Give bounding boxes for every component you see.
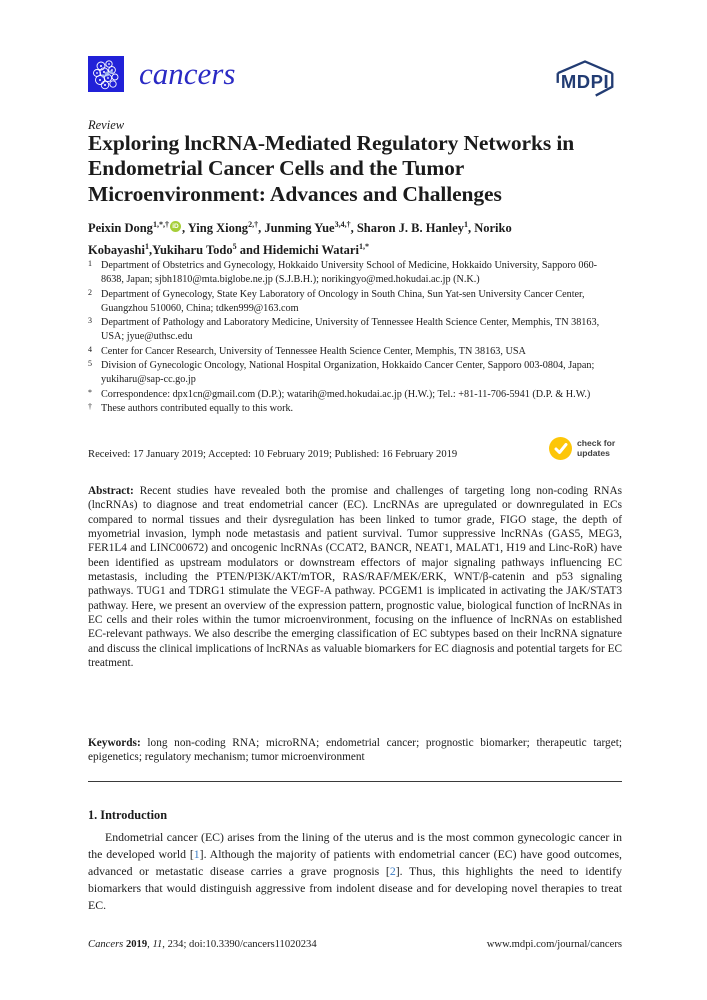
affiliation-text: Correspondence: dpx1cn@gmail.com (D.P.); watarih@med.hokudai.ac.jp (H.W.); Tel.: +81-11-706-5941 (D.P. & H.W.) [101,388,591,400]
section-divider [88,781,622,782]
author-affiliation-sup: 1 [463,220,468,229]
article-title: Exploring lncRNA-Mediated Regulatory Networks in Endometrial Cancer Cells and the Tumor Microenvironment: Advances and Challenges [88,131,575,206]
affiliation-item [88,259,600,288]
author: Sharon J. B. Hanley$^1$, [356,220,475,236]
affiliation-marker: 2 [88,287,92,297]
footer-journal-url[interactable]: www.mdpi.com/journal/cancers [486,939,622,950]
author-affiliation-sup: 1,*,† [152,220,169,229]
affiliation-text: Center for Cancer Research, University of Tennessee Health Science Center, Memphis, TN 38163, USA [101,345,526,357]
author: Hidemichi Watari$^{1,*}$ [263,241,369,257]
page-header [88,56,622,102]
article-type-label: Review [88,118,125,132]
affiliation-text: Department of Obstetrics and Gynecology, Hokkaido University School of Medicine, Hokkaido University, Sapporo 060-8638, Japan; sjbh1810@mta.biglobe.ne.jp (S.J.B.H.); norikingyo@med.hokudai.ac.jp (N.K.) [101,260,598,286]
journal-logo [88,56,235,92]
reference-link-2[interactable]: 2 [389,864,396,878]
affiliation-item [88,316,600,345]
keywords-paragraph [88,736,622,765]
introduction-paragraph: Endometrial cancer (EC) arises from the lining of the uterus and is the most common gynecologic cancer in the developed world [1]. Although the majority of patients with endometrial cancer (EC) have good outcomes, advanced or metastatic disease carries a grave prognosis [2]. Thus, this highlights the need to identify biomarkers that would distinguish aggressive from indolent disease and for developing novel therapies to treat EC. [88,830,622,912]
keywords-label: Keywords: [88,737,141,749]
journal-wordmark: cancers [139,56,236,91]
affiliation-marker: 4 [88,344,92,354]
affiliation-item [88,359,600,388]
reference-link-1[interactable]: 1 [193,847,200,861]
affiliation-marker: † [88,401,92,411]
affiliation-marker: 5 [88,359,92,369]
mdpi-logo-icon [548,56,622,102]
abstract-paragraph [88,484,622,670]
author-affiliation-sup: 1,* [358,241,369,251]
author: Peixin Dong$^{1,*,\dagger}$ iD , [88,220,188,236]
affiliation-list [88,259,600,416]
affiliation-item [88,345,600,359]
section-heading-introduction: 1. Introduction [88,808,168,822]
affiliation-text: Department of Gynecology, State Key Laboratory of Oncology in South China, Sun Yat-sen University Cancer Center, Guangzhou 510060, China; tdken999@163.com [101,288,585,314]
affiliation-text: These authors contributed equally to this work. [101,402,294,414]
author: Noriko Kobayashi$^1$, [88,221,512,257]
author-affiliation-sup: 2,† [248,220,259,229]
check-for-updates-label: check for updates [577,437,616,458]
affiliation-marker: * [88,387,92,397]
orcid-icon[interactable]: iD [170,221,181,232]
footer-citation: Cancers 2019, 11, 234; doi:10.3390/cancers11020234 [88,939,317,950]
dates-line: Received: 17 January 2019; Accepted: 10 February 2019; Published: 16 February 2019 [88,449,458,460]
abstract-text: Recent studies have revealed both the promise and challenges of targeting long non-coding RNAs (lncRNAs) to diagnose and treat endometrial cancer (EC). LncRNAs are upregulated or downregulated in ECs compared to normal tissues and their dysregulation has been linked to tumor grade, FIGO stage, the depth of myometrial invasion, lymph node metastasis and patient survival. Tumor suppressive lncRNAs (GAS5, MEG3, FER1L4 and LINC00672) and oncogenic lncRNAs (CCAT2, BANCR, NEAT1, MALAT1, H19 and Linc-RoR) have been identified as upstream modulators or downstream effectors of major signaling pathways influencing EC metastasis, including the PTEN/PI3K/AKT/mTOR, RAS/RAF/MEK/ERK, WNT/β-catenin and p53 signaling pathways. TUG1 and TDRG1 stimulate the VEGF-A pathway. PCGEM1 is implicated in activating the JAK/STAT3 pathway. Here, we present an overview of the expression pattern, prognostic value, biological function of lncRNAs in EC cells and their roles within the tumor microenvironment, focusing on the influence of lncRNAs on established EC-relevant pathways. We also describe the emerging classification of EC subtypes based on their lncRNA signature and discuss the clinical implications of lncRNAs as valuable biomarkers for EC diagnosis and potential targets for EC treatment. [88,485,622,670]
cancers-cells-icon [88,56,124,92]
author-affiliation-sup: 3,4,† [334,220,351,229]
author: Ying Xiong$^{2,\dagger}$, [187,220,265,236]
affiliation-marker: 1 [88,259,92,268]
affiliation-text: Department of Pathology and Laboratory Medicine, University of Tennessee Health Science Center, Memphis, TN 38163, USA; jyue@uthsc.edu [101,317,600,343]
author-affiliation-sup: 1 [144,241,149,251]
author-affiliation-sup: 5 [232,241,237,251]
page-footer [88,939,622,950]
affiliation-marker: 3 [88,316,92,326]
mdpi-logo-text: MDPI [560,70,610,92]
check-circle-icon [549,437,572,460]
author: Yukiharu Todo$^5$ and [152,241,263,257]
affiliation-item [88,388,600,402]
affiliation-text: Division of Gynecologic Oncology, National Hospital Organization, Hokkaido Cancer Center, Sapporo 003-0804, Japan; yukiharu@sap-cc.go.jp [101,360,595,386]
affiliation-item [88,402,600,416]
author-list [88,216,622,259]
abstract-label: Abstract: [88,485,134,497]
affiliation-item [88,288,600,317]
author: Junming Yue$^{3,4,\dagger}$, [264,220,357,236]
check-for-updates-button[interactable] [549,437,615,460]
keywords-text: long non-coding RNA; microRNA; endometrial cancer; prognostic biomarker; therapeutic target; epigenetics; regulatory mechanism; tumor microenvironment [88,737,622,764]
